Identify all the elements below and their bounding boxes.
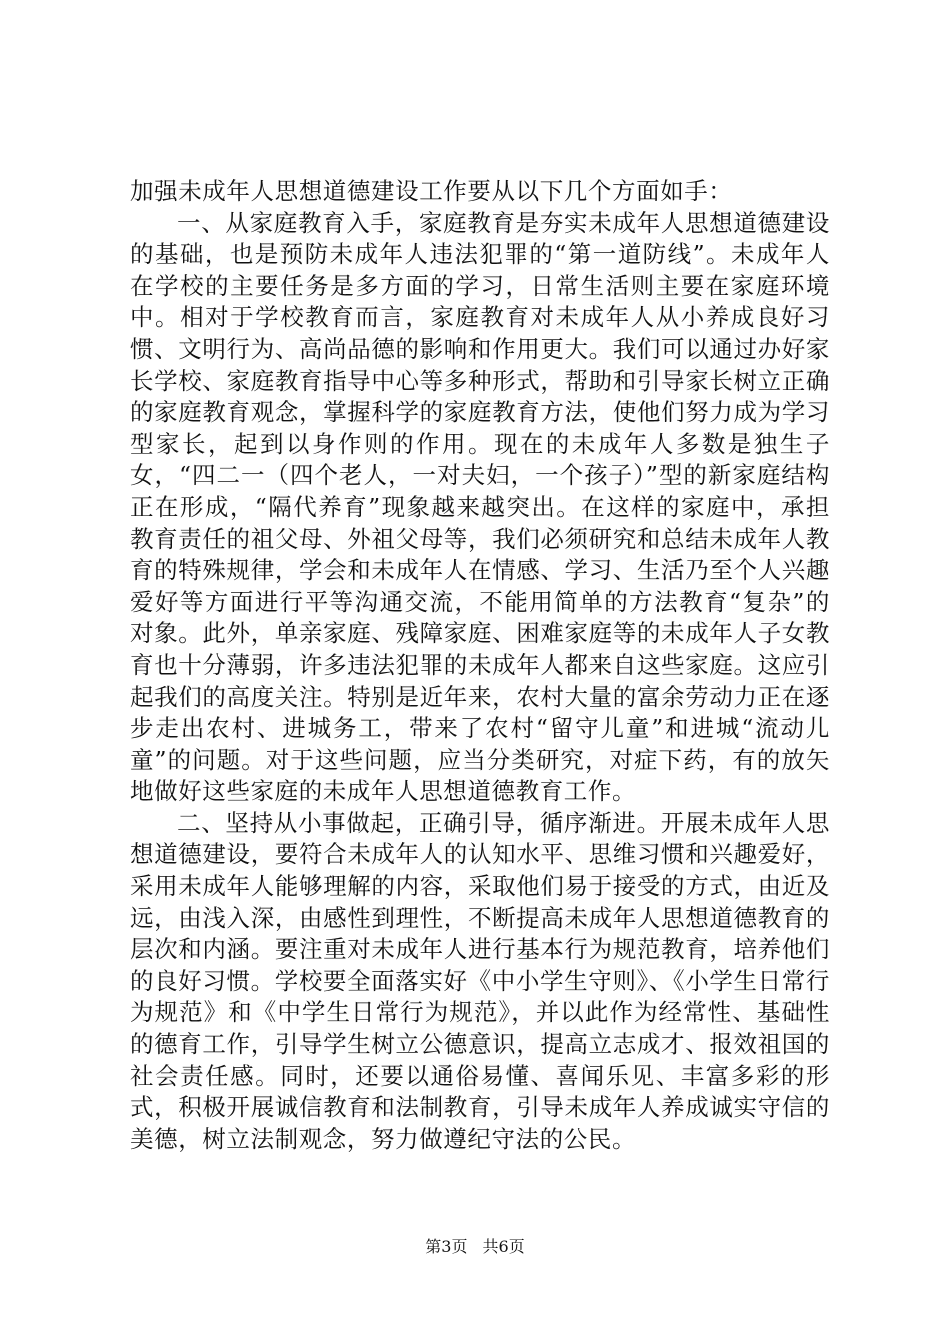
intro-paragraph: 加强未成年人思想道德建设工作要从以下几个方面如手： xyxy=(130,177,733,205)
page-footer xyxy=(0,1237,950,1257)
family-education-paragraph: 一、从家庭教育入手，家庭教育是夯实未成年人思想道德建设的基础，也是预防未成年人违法犯罪的“第一道防线”。未成年人在学校的主要任务是多方面的学习，日常生活则主要在家庭环境中。相对于学校教育而言，家庭教育对未成年人从小养成良好习惯、文明行为、高尚品德的影响和作用更大。我们可以通过办好家长学校、家庭教育指导中心等多种形式，帮助和引导家长树立正确的家庭教育观念，掌握科学的家庭教育方法，使他们努力成为学习型家长，起到以身作则的作用。现在的未成年人多数是独生子女，“四二一（四个老人，一对夫妇，一个孩子）”型的新家庭结构正在形成，“隔代养育”现象越来越突出。在这样的家庭中，承担教育责任的祖父母、外祖父母等，我们必须研究和总结未成年人教育的特殊规律，学会和未成年人在情感、学习、生活乃至个人兴趣爱好等方面进行平等沟通交流，不能用简单的方法教育“复杂”的对象。此外，单亲家庭、残障家庭、困难家庭等的未成年人子女教育也十分薄弱，许多违法犯罪的未成年人都来自这些家庭。这应引起我们的高度关注。特别是近年来，农村大量的富余劳动力正在逐步走出农村、进城务工，带来了农村“留守儿童”和进城“流动儿童”的问题。对于这些问题，应当分类研究，对症下药，有的放矢地做好这些家庭的未成年人思想道德教育工作。 xyxy=(130,208,830,806)
document-body xyxy=(130,176,830,1155)
page-number: 第3页 xyxy=(425,1237,468,1256)
guidance-paragraph: 二、坚持从小事做起，正确引导，循序渐进。开展未成年人思想道德建设，要符合未成年人的认知水平、思维习惯和兴趣爱好，采用未成年人能够理解的内容，采取他们易于接受的方式，由近及远，由浅入深，由感性到理性，不断提高未成年人思想道德教育的层次和内涵。要注重对未成年人进行基本行为规范教育，培养他们的良好习惯。学校要全面落实好《中小学生守则》、《小学生日常行为规范》和《中学生日常行为规范》，并以此作为经常性、基础性的德育工作，引导学生树立公德意识，提高立志成才、报效祖国的社会责任感。同时，还要以通俗易懂、喜闻乐见、丰富多彩的形式，积极开展诚信教育和法制教育，引导未成年人养成诚实守信的美德，树立法制观念，努力做遵纪守法的公民。 xyxy=(130,808,830,1153)
page-total: 共6页 xyxy=(482,1237,525,1256)
